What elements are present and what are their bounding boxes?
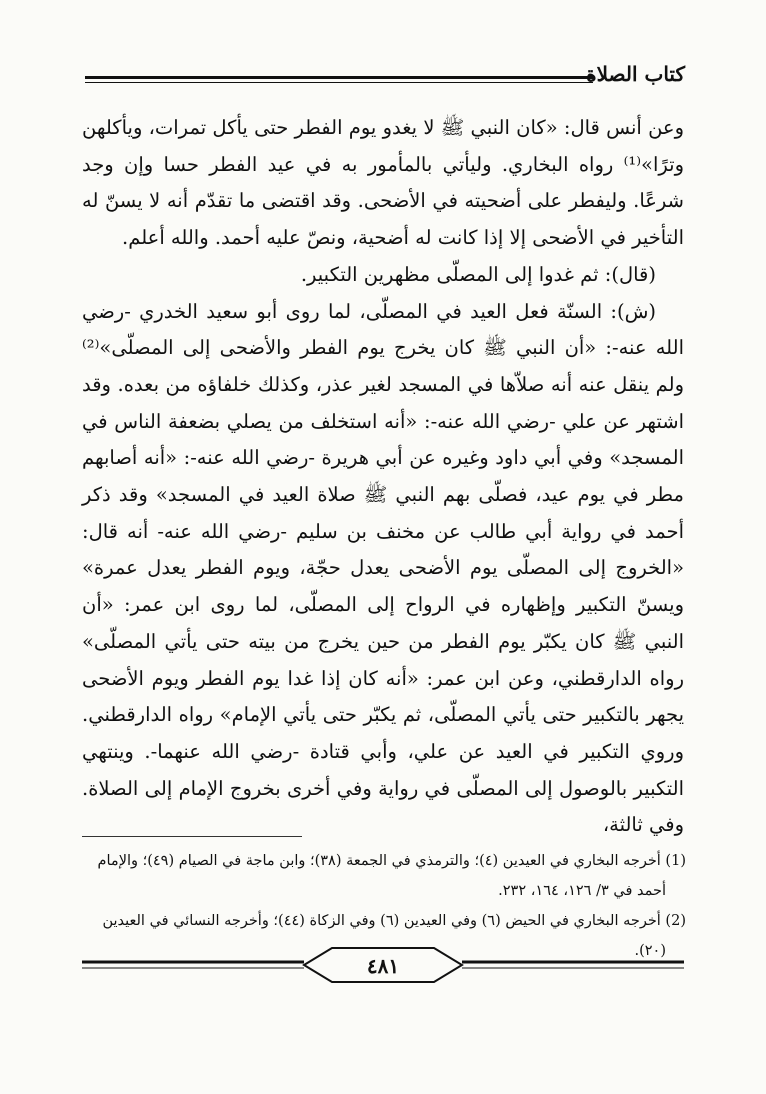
paragraph-anas: وعن أنس قال: «كان النبي ﷺ لا يغدو يوم الفطر حتى يأكل تمرات، ويأكلهن وترًا»⁽¹⁾ رواه البخاري. وليأتي بالمأمور به في عيد الفطر حسا وإن وجد شرعًا. وليفطر على أضحيته في الأضحى. وقد اقتضى ما تقدّم أنه لا يسنّ له التأخير في الأضحى إلا إذا كانت له أضحية، ونصّ عليه أحمد. والله أعلم. [82, 116, 684, 250]
running-header [85, 60, 685, 96]
footnote-1 [82, 846, 686, 906]
footnote-1-line2: أحمد في ٣/ ١٢٦، ١٦٤، ٢٣٢. [498, 883, 666, 899]
main-text [82, 110, 684, 844]
header-rule [85, 76, 593, 83]
footnote-1-line1: (1) أخرجه البخاري في العيدين (٤)؛ والترمذي في الجمعة (٣٨)؛ وابن ماجة في الصيام (٤٩)؛ والإمام [97, 853, 686, 869]
footnote-separator [82, 836, 302, 837]
page-number: ٤٨١ [366, 954, 400, 978]
chapter-title: كتاب الصلاة [586, 62, 685, 86]
footnote-2-line1: (2) أخرجه البخاري في الحيض (٦) وفي العيدين (٦) وفي الزكاة (٤٤)؛ وأخرجه النسائي في العيدين [102, 913, 686, 929]
paragraph-qala: (قال): ثم غدوا إلى المصلّى مظهرين التكبير. [300, 262, 656, 286]
footnote-2-line2: (٢٠). [634, 943, 666, 959]
page-number-frame [82, 946, 684, 986]
paragraph-sharh: (ش): السنّة فعل العيد في المصلّى، لما روى أبو سعيد الخدري -رضي الله عنه-: «أن النبي ﷺ كان يخرج يوم الفطر والأضحى إلى المصلّى»⁽²⁾ ولم ينقل عنه أنه صلاّها في المسجد لغير عذر، وكذلك خلفاؤه من بعده. وقد اشتهر عن علي -رضي الله عنه-: «أنه استخلف من يصلي بضعفة الناس في المسجد» وفي أبي داود وغيره عن أبي هريرة -رضي الله عنه-: «أنه أصابهم مطر في يوم عيد، فصلّى بهم النبي ﷺ صلاة العيد في المسجد» وقد ذكر أحمد في رواية أبي طالب عن مخنف بن سليم -رضي الله عنه- أنه قال: «الخروج إلى المصلّى يوم الأضحى يعدل حجّة، ويوم الفطر يعدل عمرة» ويسنّ التكبير وإظهاره في الرواح إلى المصلّى، لما روى ابن عمر: «أن النبي ﷺ كان يكبّر يوم الفطر من حين يخرج من بيته حتى يأتي المصلّى» رواه الدارقطني، وعن ابن عمر: «أنه كان إذا غدا يوم الفطر ويوم الأضحى يجهر بالتكبير حتى يأتي المصلّى، ثم يكبّر حتى يأتي الإمام» رواه الدارقطني. وروي التكبير في العيد عن علي، وأبي قتادة -رضي الله عنهما-. وينتهي التكبير بالوصول إلى المصلّى في رواية وفي أخرى بخروج الإمام إلى الصلاة. وفي ثالثة، [82, 299, 684, 837]
